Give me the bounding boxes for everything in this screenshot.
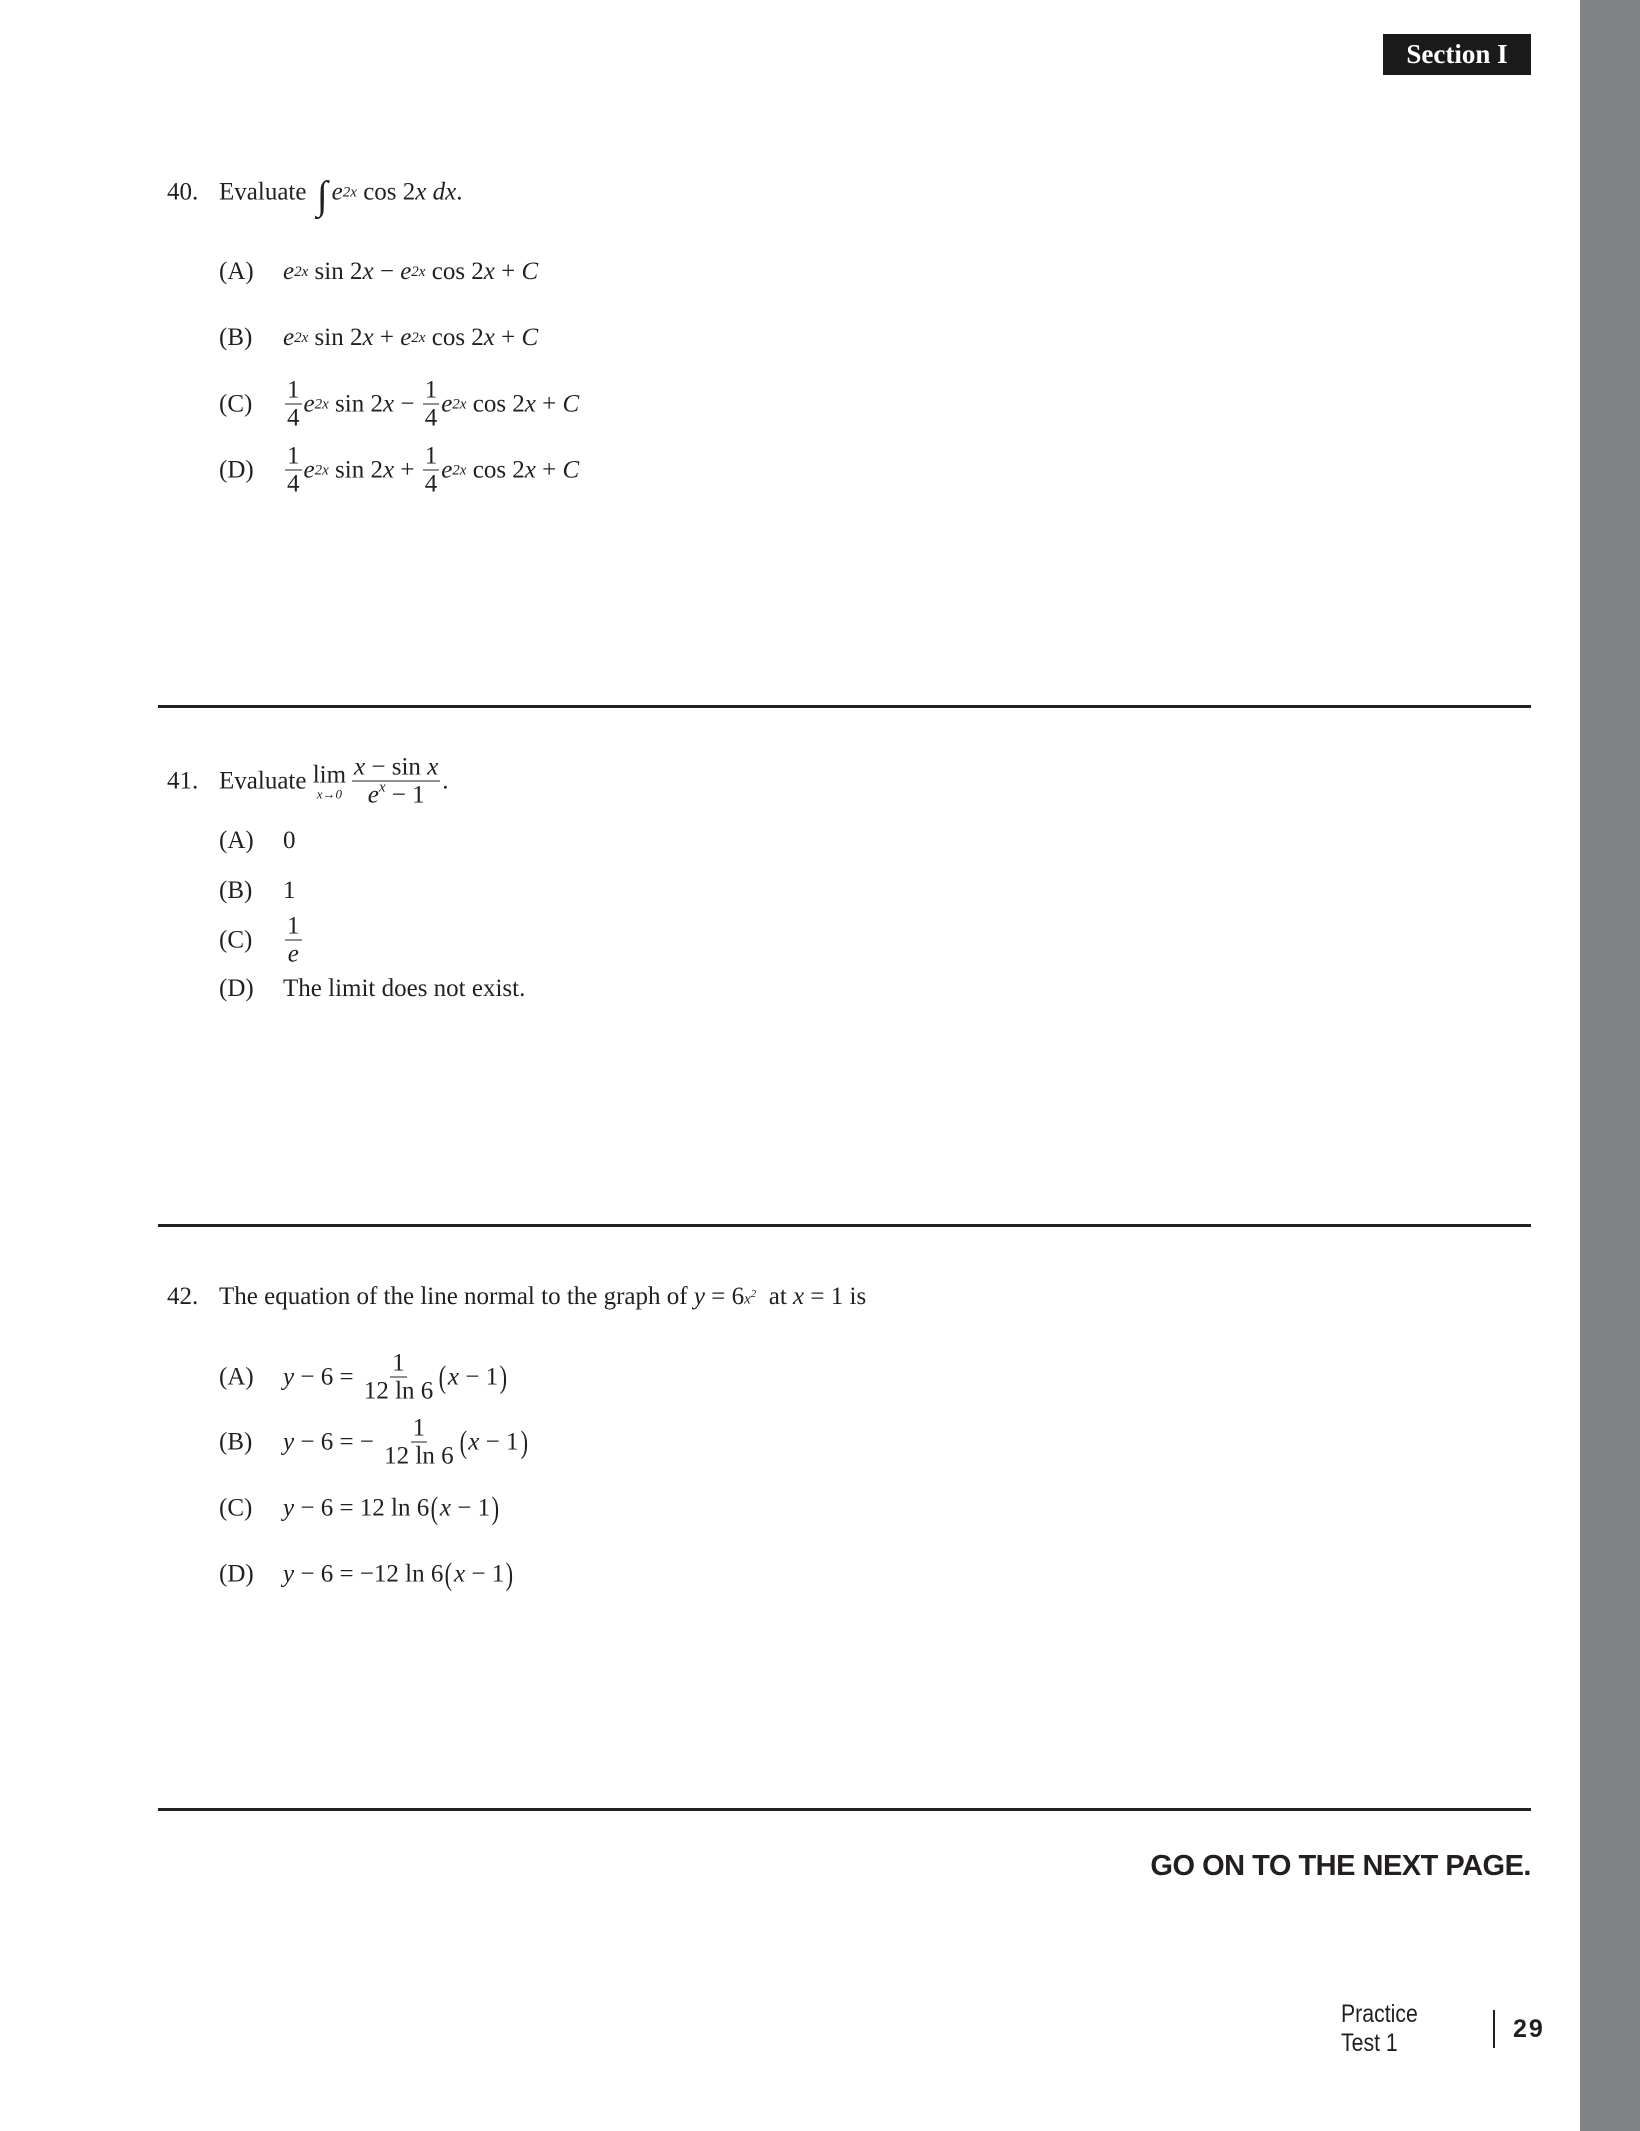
math-text: 12 ln 6 bbox=[363, 1377, 434, 1405]
math-variable: x bbox=[362, 258, 374, 285]
math-variable: e bbox=[367, 781, 379, 809]
section-badge: Section I bbox=[1383, 34, 1531, 75]
math-variable: y bbox=[283, 1428, 295, 1455]
math-text: Evaluate bbox=[219, 767, 313, 794]
math-variable: 2x bbox=[411, 264, 426, 280]
math-variable: x bbox=[378, 779, 386, 796]
fraction-denominator bbox=[285, 471, 302, 497]
math-text: 1 bbox=[283, 877, 296, 904]
question-40-option-a[interactable] bbox=[219, 258, 538, 286]
math-text: cos 2 bbox=[425, 258, 484, 285]
option-label: (D) bbox=[219, 1560, 254, 1587]
limit-word: lim bbox=[312, 761, 347, 788]
fraction-numerator bbox=[423, 444, 440, 471]
parenthesis: ( bbox=[438, 1358, 447, 1395]
option-label: (C) bbox=[219, 926, 253, 953]
fraction-numerator bbox=[423, 378, 440, 405]
math-text: . bbox=[442, 767, 449, 794]
option-label: (D) bbox=[219, 975, 254, 1002]
math-text: 1 bbox=[287, 912, 300, 940]
fraction-numerator bbox=[285, 914, 302, 941]
math-text: − bbox=[373, 258, 401, 285]
math-variable: e bbox=[287, 940, 299, 968]
math-text: at bbox=[756, 1283, 794, 1310]
option-label: (C) bbox=[219, 1494, 253, 1521]
math-text: sin 2 bbox=[328, 456, 383, 483]
math-variable: x bbox=[382, 390, 395, 417]
option-label: (B) bbox=[219, 877, 253, 904]
math-text: − 6 = − bbox=[294, 1428, 381, 1455]
option-label: (C) bbox=[219, 390, 253, 417]
math-variable: e bbox=[441, 456, 453, 483]
fraction-denominator bbox=[366, 779, 427, 809]
math-text: − 6 = bbox=[294, 1363, 360, 1390]
fraction-denominator bbox=[286, 941, 301, 967]
fraction bbox=[285, 914, 302, 967]
math-text: 4 bbox=[424, 470, 438, 498]
math-variable: C bbox=[562, 390, 580, 417]
math-variable: e bbox=[303, 456, 315, 483]
option-label: (A) bbox=[219, 258, 254, 285]
math-text: 4 bbox=[287, 470, 300, 498]
limit-subscript: x→0 bbox=[316, 786, 343, 801]
math-text: − sin bbox=[365, 753, 428, 781]
math-variable: x bbox=[483, 258, 495, 285]
parenthesis: ) bbox=[520, 1423, 528, 1460]
math-variable: x bbox=[454, 1560, 466, 1587]
question-number: 42. bbox=[167, 1283, 199, 1310]
fraction-denominator bbox=[285, 405, 302, 431]
math-variable: e bbox=[283, 324, 295, 351]
math-text: sin 2 bbox=[308, 258, 363, 285]
question-42-stem bbox=[167, 1283, 866, 1311]
math-text: 1 bbox=[392, 1349, 405, 1377]
fraction bbox=[285, 378, 302, 431]
page-edge-strip bbox=[1580, 0, 1640, 2131]
math-text: − 1 bbox=[479, 1428, 519, 1455]
math-variable: y bbox=[283, 1560, 295, 1587]
math-text: = 6 bbox=[704, 1283, 745, 1310]
math-variable: x bbox=[427, 753, 439, 781]
math-variable: x bbox=[354, 753, 366, 781]
question-41-option-b[interactable] bbox=[219, 877, 296, 905]
fraction bbox=[352, 755, 440, 808]
math-text: − 1 bbox=[451, 1494, 491, 1521]
math-text: − 1 bbox=[385, 781, 425, 809]
math-variable: e bbox=[400, 258, 412, 285]
math-text: + bbox=[494, 258, 522, 285]
math-text: 1 bbox=[287, 442, 300, 470]
page-number: 29 bbox=[1513, 2014, 1545, 2043]
math-text: The limit does not exist. bbox=[283, 975, 526, 1002]
fraction-denominator bbox=[423, 405, 440, 431]
fraction-numerator bbox=[411, 1416, 428, 1443]
math-text: − 1 bbox=[465, 1560, 505, 1587]
fraction bbox=[362, 1351, 435, 1404]
math-text: . bbox=[456, 178, 463, 205]
fraction-denominator bbox=[423, 471, 440, 497]
math-variable: 2x bbox=[314, 462, 329, 478]
math-variable: 2x bbox=[294, 330, 309, 346]
math-text: 2 bbox=[750, 1288, 757, 1301]
math-text: + bbox=[394, 456, 421, 483]
math-text: + bbox=[535, 456, 563, 483]
math-text: + bbox=[494, 324, 522, 351]
math-variable: 2x bbox=[452, 462, 467, 478]
limit-operator bbox=[313, 762, 346, 800]
go-on-notice: GO ON TO THE NEXT PAGE. bbox=[1150, 1850, 1531, 1882]
math-text: sin 2 bbox=[328, 390, 383, 417]
math-variable: 2x bbox=[314, 396, 329, 412]
option-label: (A) bbox=[219, 827, 254, 854]
math-text: cos 2 bbox=[425, 324, 484, 351]
math-variable: e bbox=[283, 258, 295, 285]
fraction-numerator bbox=[390, 1351, 407, 1378]
math-variable: e bbox=[331, 178, 343, 205]
math-text: 0 bbox=[283, 827, 296, 854]
math-text: − bbox=[394, 390, 421, 417]
math-variable: x bbox=[524, 390, 536, 417]
integral-sign: ∫ bbox=[316, 172, 328, 218]
question-42-option-d[interactable] bbox=[219, 1556, 515, 1593]
parenthesis: ) bbox=[491, 1489, 500, 1526]
book-title: Practice Test 1 bbox=[1341, 2000, 1418, 2057]
math-variable: C bbox=[521, 258, 539, 285]
math-text: 4 bbox=[424, 404, 438, 432]
math-text: 1 bbox=[287, 376, 300, 404]
math-variable: y bbox=[693, 1283, 705, 1310]
parenthesis: ( bbox=[459, 1423, 467, 1460]
divider bbox=[158, 1808, 1531, 1811]
math-variable: 2x bbox=[452, 396, 467, 412]
math-text: sin 2 bbox=[308, 324, 363, 351]
math-text: cos 2 bbox=[466, 456, 525, 483]
math-text: Evaluate bbox=[219, 178, 313, 205]
math-text: cos 2 bbox=[466, 390, 525, 417]
question-42-option-b[interactable] bbox=[219, 1416, 529, 1469]
fraction-numerator bbox=[285, 444, 302, 471]
math-variable: 2x bbox=[294, 264, 309, 280]
fraction-numerator bbox=[352, 755, 440, 782]
math-text: − 6 = 12 ln 6 bbox=[294, 1494, 430, 1521]
question-41-option-c[interactable] bbox=[219, 914, 304, 967]
math-variable: y bbox=[283, 1363, 295, 1390]
math-variable: x bbox=[447, 1363, 460, 1390]
option-label: (D) bbox=[219, 456, 254, 483]
question-41-option-d[interactable] bbox=[219, 975, 525, 1003]
math-text: cos 2 bbox=[356, 178, 416, 205]
math-variable: C bbox=[521, 324, 539, 351]
math-text: − 1 bbox=[459, 1363, 499, 1390]
fraction bbox=[382, 1416, 455, 1469]
math-variable: y bbox=[283, 1494, 295, 1521]
question-number: 40. bbox=[167, 178, 199, 205]
math-variable: x dx bbox=[415, 178, 457, 205]
option-label: (B) bbox=[219, 324, 253, 351]
fraction bbox=[285, 444, 302, 497]
parenthesis: ) bbox=[505, 1555, 514, 1592]
option-label: (B) bbox=[219, 1428, 253, 1455]
math-variable: x bbox=[362, 324, 374, 351]
math-variable: x bbox=[793, 1283, 805, 1310]
math-variable: e bbox=[441, 390, 453, 417]
math-variable: 2x bbox=[342, 184, 357, 200]
parenthesis: ( bbox=[430, 1489, 439, 1526]
fraction-denominator bbox=[382, 1443, 455, 1469]
footer-divider bbox=[1493, 2010, 1495, 2048]
math-variable: e bbox=[303, 390, 315, 417]
page-footer bbox=[1341, 2000, 1545, 2058]
option-label: (A) bbox=[219, 1363, 254, 1390]
math-text: 4 bbox=[287, 404, 300, 432]
math-text: The equation of the line normal to the graph of bbox=[219, 1283, 694, 1310]
question-41-stem bbox=[167, 755, 449, 808]
parenthesis: ( bbox=[444, 1555, 453, 1592]
math-variable: C bbox=[562, 456, 580, 483]
math-variable: e bbox=[400, 324, 412, 351]
question-40-stem bbox=[167, 169, 462, 216]
math-variable: x bbox=[382, 456, 395, 483]
fraction-numerator bbox=[285, 378, 302, 405]
question-42-option-c[interactable] bbox=[219, 1490, 501, 1527]
divider bbox=[158, 1224, 1531, 1227]
math-variable: x bbox=[439, 1494, 452, 1521]
math-text: 1 bbox=[424, 442, 438, 470]
fraction bbox=[423, 444, 440, 497]
fraction bbox=[423, 378, 440, 431]
question-40-option-d[interactable] bbox=[219, 444, 579, 497]
question-41-option-a[interactable] bbox=[219, 827, 296, 855]
question-42-option-a[interactable] bbox=[219, 1351, 509, 1404]
math-variable: x bbox=[483, 324, 495, 351]
math-text: + bbox=[373, 324, 401, 351]
math-exponent bbox=[379, 779, 386, 795]
parenthesis: ) bbox=[499, 1358, 508, 1395]
math-text: 1 bbox=[424, 376, 438, 404]
math-exponent bbox=[744, 1288, 757, 1308]
math-text: 12 ln 6 bbox=[384, 1442, 454, 1470]
math-text: = 1 is bbox=[804, 1283, 867, 1310]
question-number: 41. bbox=[167, 767, 199, 794]
math-variable: x bbox=[744, 1291, 751, 1308]
question-40-option-b[interactable] bbox=[219, 324, 538, 352]
question-40-option-c[interactable] bbox=[219, 378, 579, 431]
math-text: − 6 = −12 ln 6 bbox=[294, 1560, 444, 1587]
math-variable: x bbox=[468, 1428, 480, 1455]
math-variable: x bbox=[524, 456, 536, 483]
math-variable: 2x bbox=[411, 330, 426, 346]
fraction-denominator bbox=[362, 1378, 435, 1404]
divider bbox=[158, 705, 1531, 708]
math-text: + bbox=[535, 390, 563, 417]
math-text: 1 bbox=[412, 1414, 426, 1442]
